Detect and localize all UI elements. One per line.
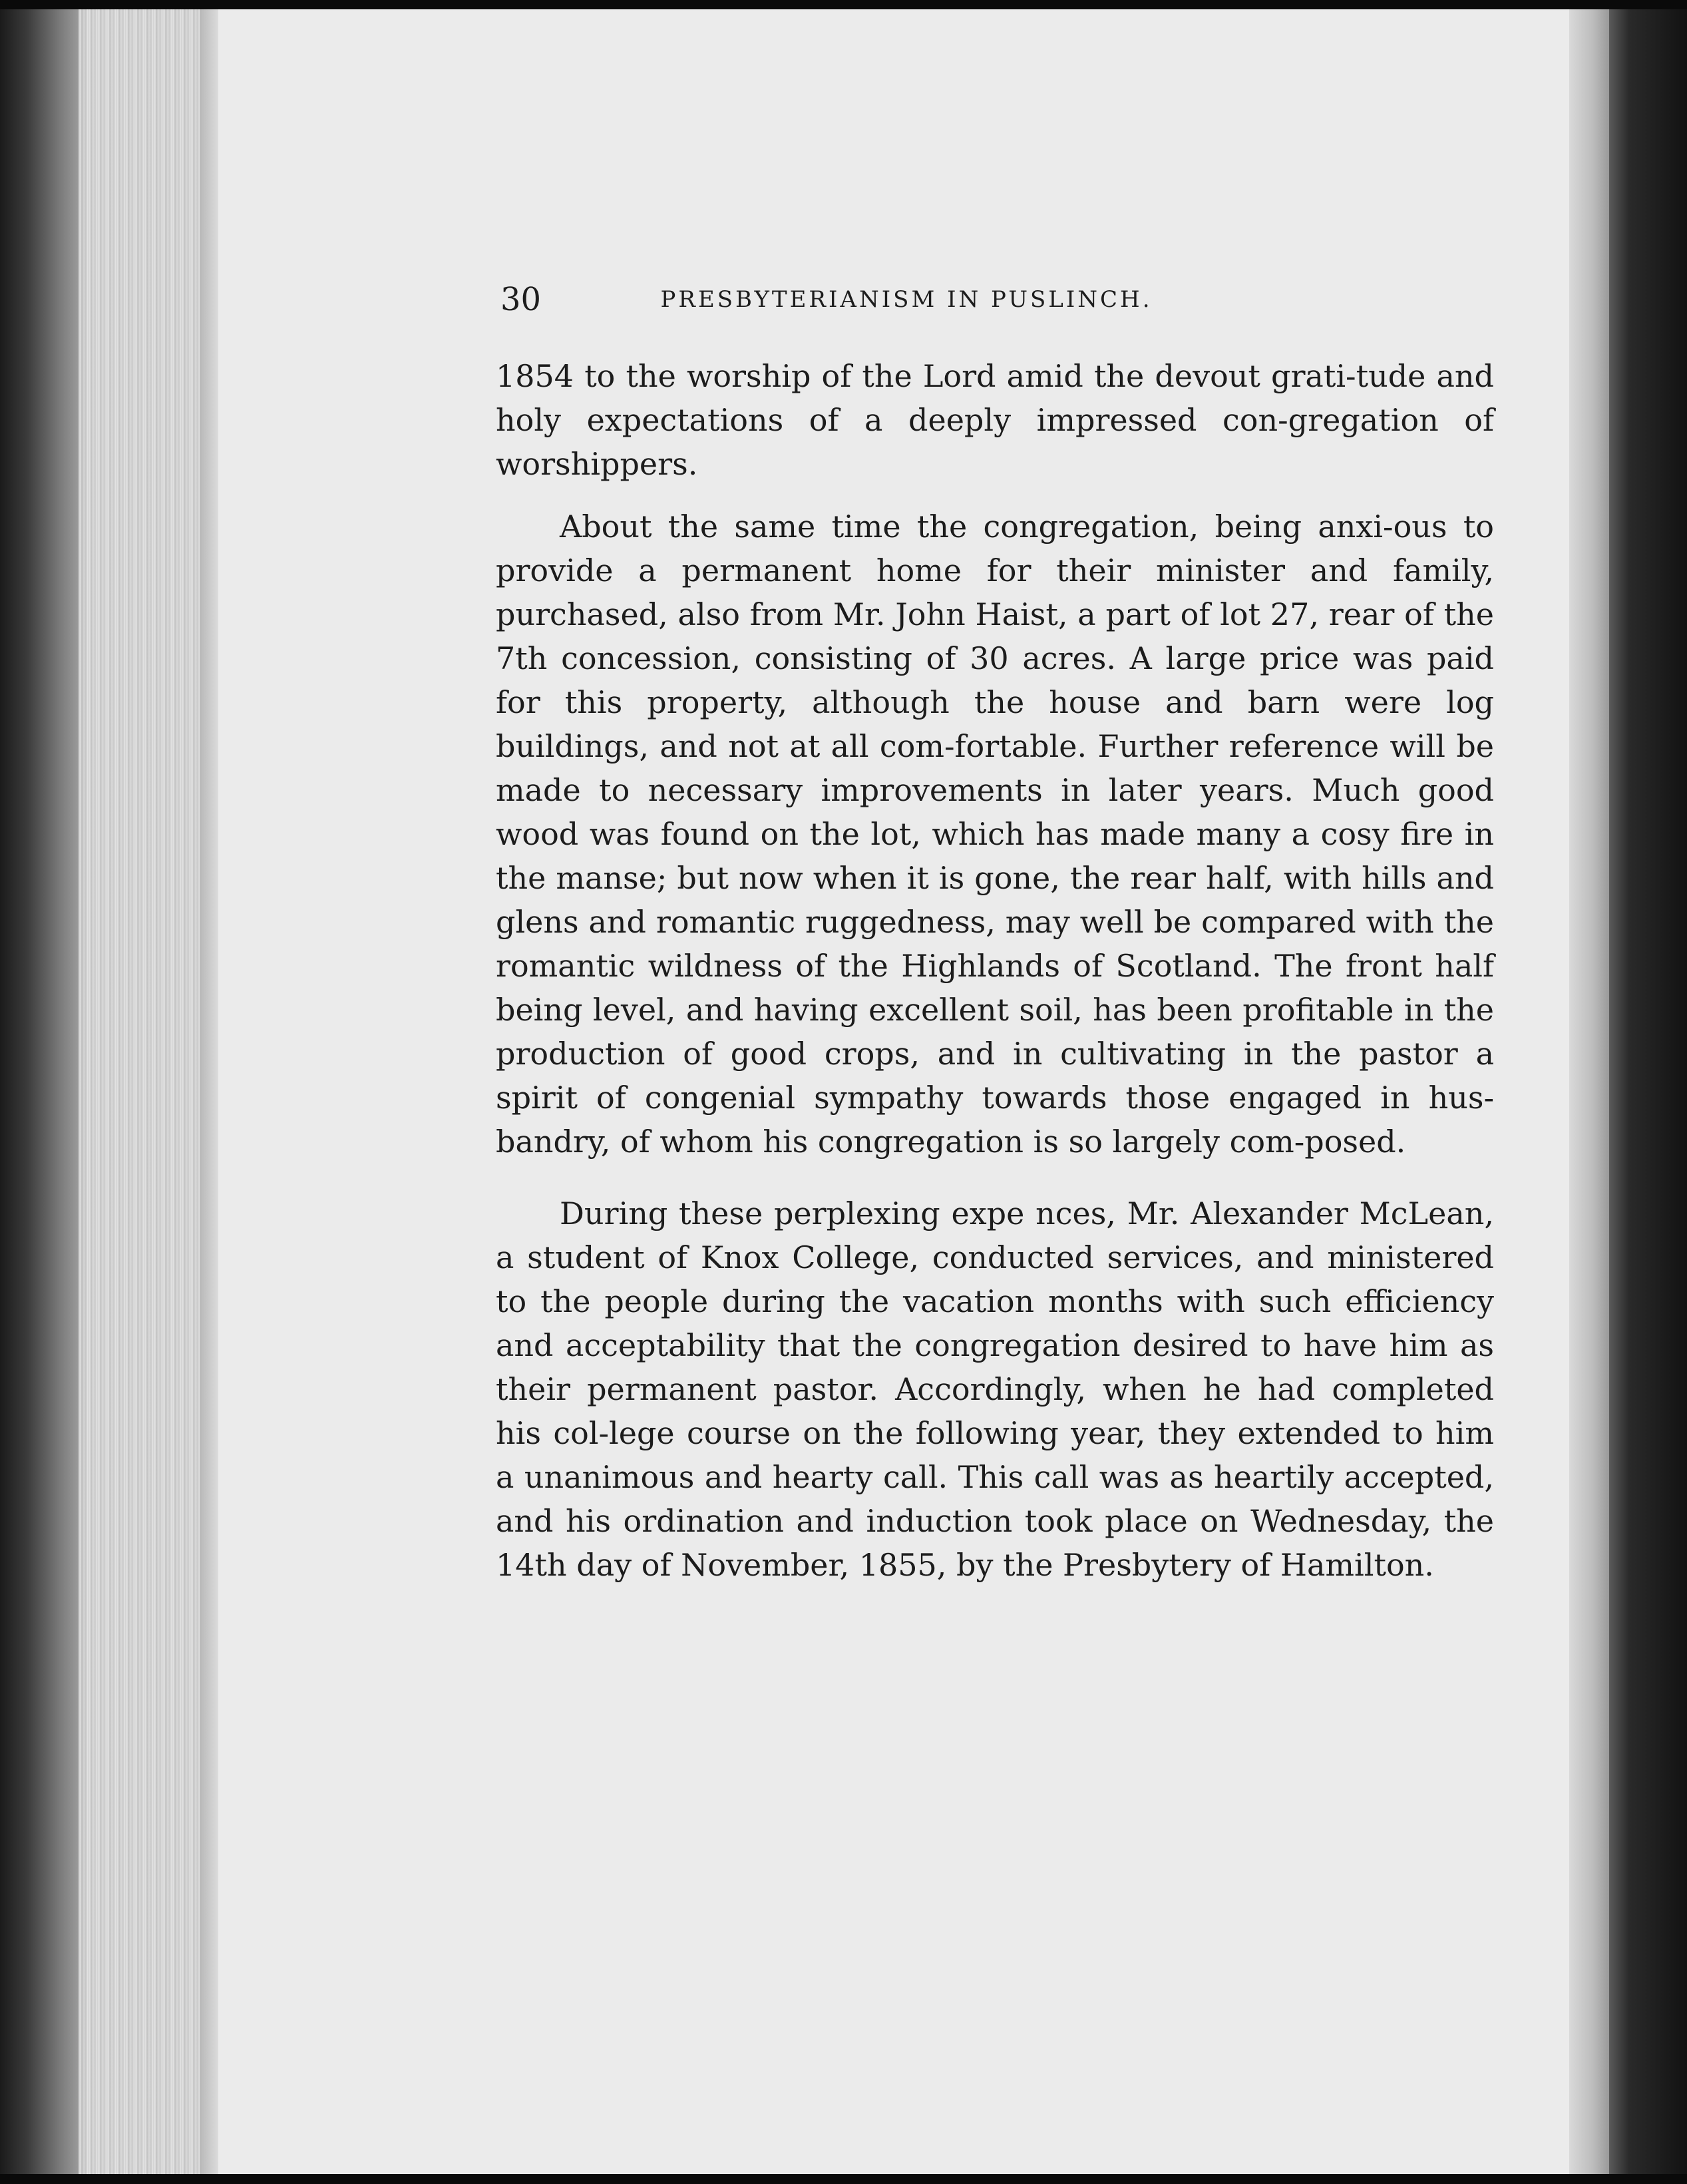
book-page-edges	[79, 9, 212, 2174]
paragraph-3: During these perplexing expe nces, Mr. Alexander McLean, a student of Knox College, conducted services, and ministered to the people during the vacation months with such efficiency and acceptability that the congregation desired to have him as their permanent pastor. Accordingly, when he had completed his col-lege course on the following year, they extended to him a unanimous and hearty call. This call was as heartily accepted, and his ordination and induction took place on Wednesday, the 14th day of November, 1855, by the Presbytery of Hamilton.	[496, 1196, 1494, 1583]
scan-left-shadow	[0, 0, 87, 2184]
paragraph-2: About the same time the congregation, being anxi-ous to provide a permanent home for their minister and family, purchased, also from Mr. John Haist, a part of lot 27, rear of the 7th concession, consisting of 30 acres. A large price was paid for this property, although the house and barn were log buildings, and not at all com-fortable. Further reference will be made to necessary improvements in later years. Much good wood was found on the lot, which has made many a cosy fire in the manse; but now when it is gone, the rear half, with hills and glens and romantic ruggedness, may well be compared with the romantic wildness of the Highlands of Scotland. The front half being level, and having excellent soil, has been profitable in the production of good crops, and in cultivating in the pastor a spirit of congenial sympathy towards those engaged in hus-bandry, of whom his congregation is so largely com-posed.	[496, 509, 1494, 1160]
gutter-shadow	[200, 9, 220, 2174]
paragraph-1: 1854 to the worship of the Lord amid the devout grati-tude and holy expectations of a deeply impressed con-gregation of worshippers.	[496, 358, 1494, 482]
scan-border-bottom	[0, 2174, 1687, 2184]
body-text	[496, 354, 1494, 1587]
page-number: 30	[500, 281, 542, 318]
book-binding-edge	[1569, 9, 1609, 2174]
page-header	[500, 273, 1272, 326]
running-title: PRESBYTERIANISM IN PUSLINCH.	[660, 286, 1153, 313]
scan-border-top	[0, 0, 1687, 9]
scan-right-shadow	[1609, 0, 1687, 2184]
